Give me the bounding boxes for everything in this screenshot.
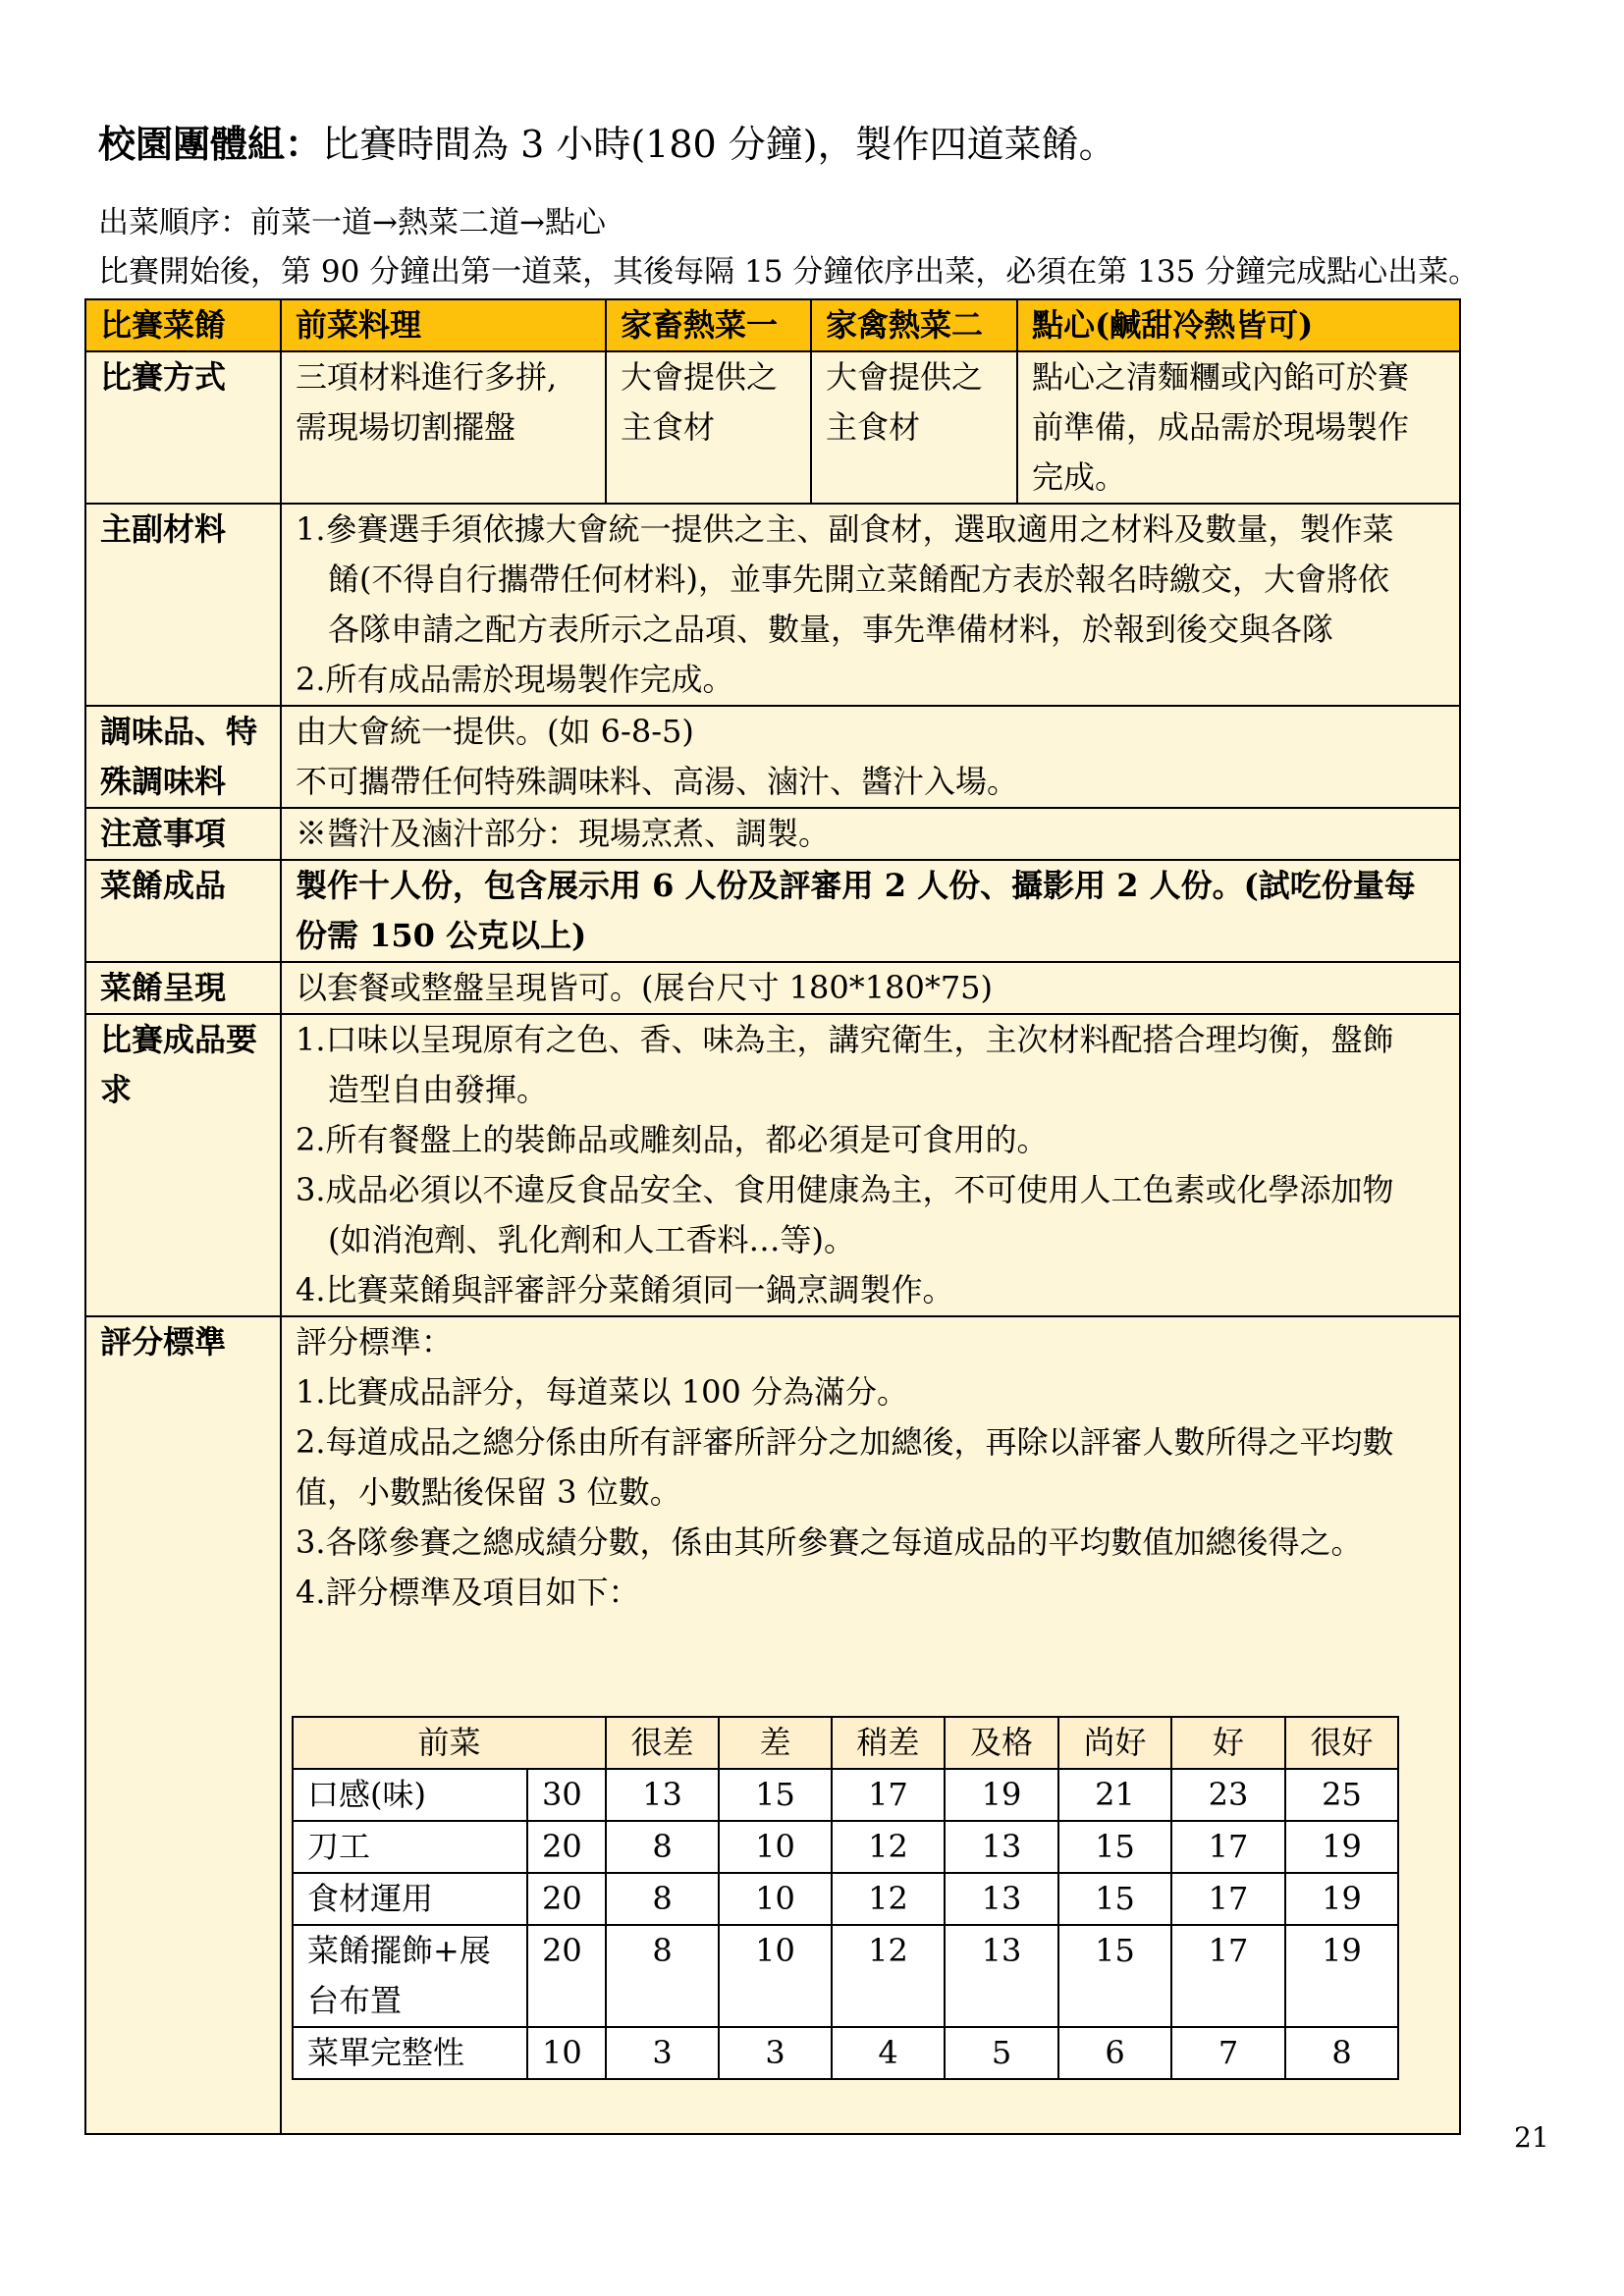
text-line: 主食材 xyxy=(826,408,921,446)
score-cell: 12 xyxy=(832,1925,945,2027)
score-cell: 15 xyxy=(1058,1821,1171,1873)
criterion-name: 食材運用 xyxy=(293,1873,527,1925)
row-label-scoring: 評分標準 xyxy=(85,1316,281,2134)
scoring-grid xyxy=(292,1716,1399,2080)
spacer xyxy=(296,1618,1445,1716)
scoring-row-plating xyxy=(293,1925,1398,2027)
score-cell: 3 xyxy=(719,2027,832,2079)
text-line: 完成。 xyxy=(1032,458,1127,496)
scoring-grid-header xyxy=(293,1717,1398,1769)
text-line: 3.成品必須以不違反食品安全、食用健康為主，不可使用人工色素或化學添加物 xyxy=(296,1171,1394,1208)
scoring-row xyxy=(85,1316,1460,2134)
score-cell: 10 xyxy=(719,1821,832,1873)
score-cell: 17 xyxy=(1171,1925,1285,2027)
text-line: 份需 150 公克以上) xyxy=(296,917,587,954)
presentation-row xyxy=(85,962,1460,1014)
text-line: 前準備，成品需於現場製作 xyxy=(1032,408,1410,446)
method-cell-poultry xyxy=(811,351,1017,504)
page-number: 21 xyxy=(1514,2121,1549,2154)
ingredients-row xyxy=(85,504,1460,706)
row-label-method: 比賽方式 xyxy=(85,351,281,504)
text-line: 製作十人份，包含展示用 6 人份及評審用 2 人份、攝影用 2 人份。(試吃份量每 xyxy=(296,867,1416,904)
text-line: 評分標準： xyxy=(296,1323,454,1361)
level-header: 及格 xyxy=(945,1717,1058,1769)
score-cell: 13 xyxy=(945,1821,1058,1873)
method-cell-appetizer xyxy=(281,351,606,504)
criterion-name: 菜單完整性 xyxy=(293,2027,527,2079)
score-cell: 13 xyxy=(606,1769,719,1821)
finished-row xyxy=(85,860,1460,962)
header-cell-livestock: 家畜熱菜一 xyxy=(606,299,811,351)
score-cell: 12 xyxy=(832,1873,945,1925)
label-line: 調味品、特 xyxy=(100,713,258,750)
score-cell: 19 xyxy=(1285,1925,1398,2027)
competition-rules-table xyxy=(84,298,1461,2135)
score-cell: 4 xyxy=(832,2027,945,2079)
text-line: 造型自由發揮。 xyxy=(328,1071,549,1108)
row-label-ingredients: 主副材料 xyxy=(85,504,281,706)
text-line: 不可攜帶任何特殊調味料、高湯、滷汁、醬汁入場。 xyxy=(296,763,1019,800)
header-row xyxy=(85,299,1460,351)
notes-row xyxy=(85,808,1460,860)
scoring-row-ingredients xyxy=(293,1873,1398,1925)
criterion-weight: 20 xyxy=(527,1873,606,1925)
header-cell-appetizer: 前菜料理 xyxy=(281,299,606,351)
requirements-row xyxy=(85,1014,1460,1316)
requirements-content xyxy=(281,1014,1460,1316)
text-line: 需現場切割擺盤 xyxy=(296,408,516,446)
text-line: 大會提供之 xyxy=(826,358,984,396)
text-line: 4.評分標準及項目如下： xyxy=(296,1574,640,1611)
score-cell: 23 xyxy=(1171,1769,1285,1821)
row-label-presentation: 菜餚呈現 xyxy=(85,962,281,1014)
text-line: 1.參賽選手須依據大會統一提供之主、副食材，選取適用之材料及數量，製作菜 xyxy=(296,510,1394,548)
page-heading xyxy=(98,120,1116,169)
text-line: 2.每道成品之總分係由所有評審所評分之加總後，再除以評審人數所得之平均數 xyxy=(296,1423,1394,1461)
score-cell: 8 xyxy=(606,1873,719,1925)
row-label-finished: 菜餚成品 xyxy=(85,860,281,962)
level-header: 尚好 xyxy=(1058,1717,1171,1769)
text-line: 各隊申請之配方表所示之品項、數量，事先準備材料，於報到後交與各隊 xyxy=(328,611,1334,648)
score-cell: 25 xyxy=(1285,1769,1398,1821)
text-line: 主食材 xyxy=(621,408,716,446)
score-cell: 6 xyxy=(1058,2027,1171,2079)
criterion-weight: 20 xyxy=(527,1925,606,2027)
ingredients-content xyxy=(281,504,1460,706)
score-cell: 19 xyxy=(945,1769,1058,1821)
label-line: 殊調味料 xyxy=(100,763,227,800)
criterion-name xyxy=(293,1925,527,2027)
level-header: 好 xyxy=(1171,1717,1285,1769)
score-cell: 13 xyxy=(945,1873,1058,1925)
criterion-line: 菜餚擺飾+展 xyxy=(307,1932,491,1969)
row-label-requirements xyxy=(85,1014,281,1316)
score-cell: 17 xyxy=(1171,1873,1285,1925)
heading-rest: 比賽時間為 3 小時(180 分鐘)，製作四道菜餚。 xyxy=(322,123,1116,166)
criterion-line: 台布置 xyxy=(307,1982,403,2019)
method-cell-livestock xyxy=(606,351,811,504)
row-label-seasoning xyxy=(85,706,281,808)
level-header: 很差 xyxy=(606,1717,719,1769)
score-cell: 10 xyxy=(719,1873,832,1925)
criterion-weight: 20 xyxy=(527,1821,606,1873)
level-header: 很好 xyxy=(1285,1717,1398,1769)
level-header: 差 xyxy=(719,1717,832,1769)
score-cell: 19 xyxy=(1285,1873,1398,1925)
text-line: 2.所有成品需於現場製作完成。 xyxy=(296,661,734,698)
score-cell: 8 xyxy=(1285,2027,1398,2079)
text-line: 3.各隊參賽之總成績分數，係由其所參賽之每道成品的平均數值加總後得之。 xyxy=(296,1523,1363,1561)
label-line: 求 xyxy=(100,1071,133,1108)
text-line: 4.比賽菜餚與評審評分菜餚須同一鍋烹調製作。 xyxy=(296,1271,954,1308)
criterion-weight: 10 xyxy=(527,2027,606,2079)
method-cell-dessert xyxy=(1017,351,1460,504)
text-line: 1.比賽成品評分，每道菜以 100 分為滿分。 xyxy=(296,1373,908,1411)
header-cell-dessert: 點心(鹹甜冷熱皆可) xyxy=(1017,299,1460,351)
text-line: 三項材料進行多拼, xyxy=(296,358,558,396)
scoring-row-menu xyxy=(293,2027,1398,2079)
score-cell: 8 xyxy=(606,1925,719,2027)
header-cell-dish: 比賽菜餚 xyxy=(85,299,281,351)
score-cell: 5 xyxy=(945,2027,1058,2079)
seasoning-content xyxy=(281,706,1460,808)
score-cell: 10 xyxy=(719,1925,832,2027)
label-line: 比賽成品要 xyxy=(100,1021,258,1058)
scoring-row-taste xyxy=(293,1769,1398,1821)
finished-content xyxy=(281,860,1460,962)
scoring-row-knife xyxy=(293,1821,1398,1873)
score-cell: 17 xyxy=(1171,1821,1285,1873)
heading-bold: 校園團體組： xyxy=(98,122,323,166)
text-line: 由大會統一提供。(如 6-8-5) xyxy=(296,713,694,750)
score-cell: 12 xyxy=(832,1821,945,1873)
level-header: 稍差 xyxy=(832,1717,945,1769)
score-cell: 19 xyxy=(1285,1821,1398,1873)
row-label-notes: 注意事項 xyxy=(85,808,281,860)
score-cell: 8 xyxy=(606,1821,719,1873)
score-cell: 7 xyxy=(1171,2027,1285,2079)
method-row xyxy=(85,351,1460,504)
score-cell: 15 xyxy=(1058,1873,1171,1925)
scoring-content xyxy=(281,1316,1460,2134)
score-cell: 3 xyxy=(606,2027,719,2079)
serving-order: 出菜順序：前菜一道→熱菜二道→點心 xyxy=(98,205,606,240)
text-line: 2.所有餐盤上的裝飾品或雕刻品，都必須是可食用的。 xyxy=(296,1121,1049,1158)
text-line: 大會提供之 xyxy=(621,358,779,396)
scoring-grid-title: 前菜 xyxy=(293,1717,606,1769)
notes-content: ※醬汁及滷汁部分：現場烹煮、調製。 xyxy=(281,808,1460,860)
criterion-weight: 30 xyxy=(527,1769,606,1821)
score-cell: 15 xyxy=(719,1769,832,1821)
score-cell: 15 xyxy=(1058,1925,1171,2027)
text-line: 值，小數點後保留 3 位數。 xyxy=(296,1473,681,1511)
text-line: 餚(不得自行攜帶任何材料)，並事先開立菜餚配方表於報名時繳交，大會將依 xyxy=(328,561,1389,598)
text-line: 點心之清麵糰或內餡可於賽 xyxy=(1032,358,1410,396)
presentation-content: 以套餐或整盤呈現皆可。(展台尺寸 180*180*75) xyxy=(281,962,1460,1014)
serving-schedule: 比賽開始後，第 90 分鐘出第一道菜，其後每隔 15 分鐘依序出菜，必須在第 135 分鐘完成點心出菜。 xyxy=(98,254,1480,290)
text-line: 1.口味以呈現原有之色、香、味為主，講究衛生，主次材料配搭合理均衡，盤飾 xyxy=(296,1021,1394,1058)
criterion-name: 刀工 xyxy=(293,1821,527,1873)
text-line: (如消泡劑、乳化劑和人工香料…等)。 xyxy=(328,1221,855,1258)
criterion-name: 口感(味) xyxy=(293,1769,527,1821)
seasoning-row xyxy=(85,706,1460,808)
score-cell: 21 xyxy=(1058,1769,1171,1821)
header-cell-poultry: 家禽熱菜二 xyxy=(811,299,1017,351)
score-cell: 13 xyxy=(945,1925,1058,2027)
score-cell: 17 xyxy=(832,1769,945,1821)
